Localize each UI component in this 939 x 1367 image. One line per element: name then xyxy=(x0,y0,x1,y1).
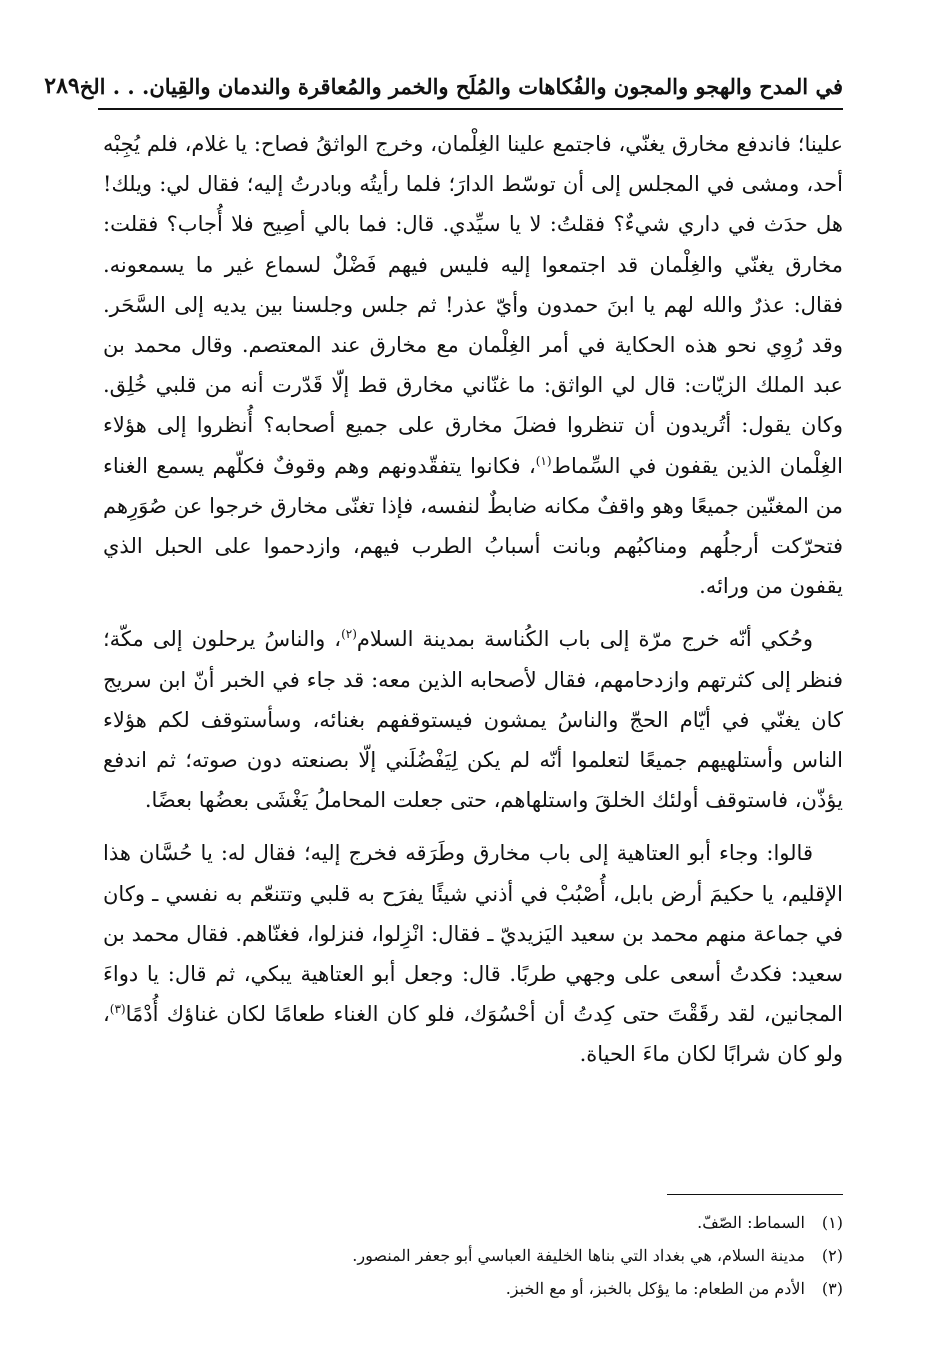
paragraph-1-text-b: ، فكانوا يتفقّدونهم وهم وقوفٌ فكلّهم يسمع الغناء من المغنّين جميعًا وهو واقفٌ مكانه ضابطٌ لنفسه، فإذا تغنّى مخارق خرجوا عن صُوَرِهم فتحرّكت أرجلُهم ومناكبُهم وبانت أسبابُ الطرب فيهم، وازدحموا على الحبل الذي يقفون من ورائه. xyxy=(103,453,843,599)
footnote-number: (٣) xyxy=(821,1279,843,1298)
paragraph-1-text-a: علينا؛ فاندفع مخارق يغنّي، فاجتمع علينا الغِلْمان، وخرج الواثقُ فصاح: يا غلام، فلم يُجِبْه أحد، ومشى في المجلس إلى أن توسّط الدارَ؛ فلما رأيتُه وبادرتُ إليه؛ فقال لي: ويلك! هل حدَث في داري شيءٌ؟ فقلتُ: لا يا سيِّدي. قال: فما بالي أصِيح فلا أُجاب؟ فقلت: مخارق يغنّي والغِلْمان قد اجتمعوا إليه فليس فيهم فَضْلٌ لسماع غير ما يسمعونه. فقال: عذرٌ والله لهم يا ابنَ حمدون وأيّ عذر! ثم جلس وجلسنا بين يديه إلى السَّحَر. وقد رُوِي نحو هذه الحكاية في أمر الغِلْمان مع مخارق عند المعتصم. وقال محمد بن عبد الملك الزيّات: قال لي الواثق: ما غنّاني مخارق قط إلّا قَدّرت أنه من قلبي خُلِق. وكان يقول: أتُريدون أن تنظروا فضلَ مخارق على جميع أصحابه؟ أُنظروا إلى هؤلاء الغِلْمان الذين يقفون في السِّماط xyxy=(103,132,843,478)
footnote-text: مدينة السلام، هي بغداد التي بناها الخليفة العباسي أبو جعفر المنصور. xyxy=(352,1246,805,1265)
footnote-3 xyxy=(103,1272,843,1305)
page-number: ٢٨٩ xyxy=(44,73,80,99)
footnote-ref-1: (١) xyxy=(535,453,552,468)
header-rule xyxy=(98,108,843,110)
footnote-ref-2: (٢) xyxy=(341,627,357,642)
footnote-text: السماط: الصّفّ. xyxy=(697,1213,805,1232)
running-head-title: في المدح والهجو والمجون والفُكاهات والمُلَح والخمر والمُعاقرة والندمان والقِيان. . . الخ xyxy=(79,73,843,99)
paragraph-2-text-b: ، والناسُ يرحلون إلى مكّة؛ فنظر إلى كثرتهم وازدحامهم، فقال لأصحابه الذين معه: قد جاء في الخبر أنّ ابن سريج كان يغنّي في أيّام الحجّ والناسُ يمشون فيستوقفهم بغنائه، وسأستوقف لكم هؤلاء الناس وأستلهيهم جميعًا لتعلموا أنّه لم يكن لِيَفْضُلَني إلّا بصنعته دون صوته؛ ثم اندفع يؤذّن، فاستوقف أولئك الخلقَ واستلهاهم، حتى جعلت المحاملُ يَغْشَى بعضُها بعضًا. xyxy=(103,627,843,813)
footnote-rule xyxy=(667,1194,843,1195)
paragraph-3-text-b: ، ولو كان شرابًا لكان ماءَ الحياة. xyxy=(103,1002,843,1067)
footnote-ref-3: (٣) xyxy=(109,1002,126,1017)
footnotes xyxy=(103,1206,843,1305)
paragraph-3 xyxy=(103,833,843,1074)
paragraph-2-text-a: وحُكي أنّه خرج مرّة إلى باب الكُناسة بمدينة السلام xyxy=(356,627,813,652)
footnote-text: الأدم من الطعام: ما يؤكل بالخبز، أو مع الخبز. xyxy=(505,1279,805,1298)
footnote-number: (١) xyxy=(821,1213,843,1232)
footnote-1 xyxy=(103,1206,843,1239)
paragraph-1 xyxy=(103,124,843,606)
footnote-2 xyxy=(103,1239,843,1272)
footnote-number: (٢) xyxy=(821,1246,843,1265)
running-head xyxy=(44,66,843,106)
paragraph-3-text-a: قالوا: وجاء أبو العتاهية إلى باب مخارق وطَرَقه فخرج إليه؛ فقال له: يا حُسَّان هذا الإقليم، يا حكيمَ أرض بابل، أُصْبُبْ في أذني شيئًا يفرَح به قلبي وتتنعّم به نفسي ـ وكان في جماعة منهم محمد بن سعيد اليَزيديّ ـ فقال: انْزِلوا، فنزلوا، فغنّاهم. فقال محمد بن سعيد: فكدتُ أسعى على وجهي طربًا. قال: وجعل أبو العتاهية يبكي، ثم قال: يا دواءَ المجانين، لقد رقَقْتَ حتى كِدتُ أن أحْسُوَك، فلو كان الغناء طعامًا لكان غناؤك أُدْمًا xyxy=(103,841,843,1027)
paragraph-2 xyxy=(103,619,843,820)
body-text xyxy=(103,124,843,1075)
